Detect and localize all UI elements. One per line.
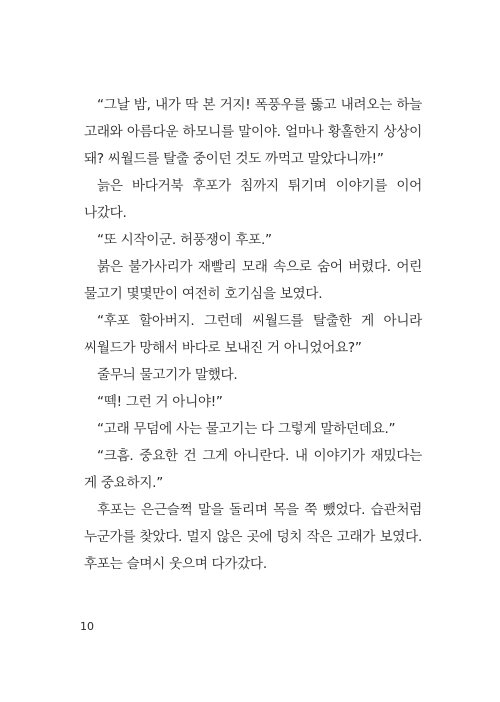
paragraph: “떽! 그런 거 아니야!” (97, 394, 223, 410)
paragraph: 늙은 바다거북 후포가 침까지 튀기며 이야기를 이어 나갔다. (84, 178, 422, 221)
body-text (84, 92, 422, 578)
paragraph: “또 시작이군. 허풍쟁이 후포.” (97, 232, 272, 248)
paragraph: “크흠. 중요한 건 그게 아니란다. 내 이야기가 재밌다는 게 중요하지.” (84, 448, 422, 491)
paragraph: “고래 무덤에 사는 물고기는 다 그렇게 말하던데요.” (97, 421, 396, 437)
paragraph: “후포 할아버지. 그런데 씨월드를 탈출한 게 아니라 씨월드가 망해서 바다로 보내진 거 아니었어요?” (84, 313, 422, 356)
paragraph: 붉은 불가사리가 재빨리 모래 속으로 숨어 버렸다. 어린 물고기 몇몇만이 여전히 호기심을 보였다. (84, 259, 422, 302)
paragraph: “그날 밤, 내가 딱 본 거지! 폭풍우를 뚫고 내려오는 하늘 고래와 아름다운 하모니를 말이야. 얼마나 황홀한지 상상이 돼? 씨월드를 탈출 중이던 것도 까먹고 말았다니까!” (84, 97, 422, 167)
paragraph: 후포는 은근슬쩍 말을 돌리며 목을 쭉 뺐었다. 습관처럼 누군가를 찾았다. 멀지 않은 곳에 덩치 작은 고래가 보였다. 후포는 슬며시 웃으며 다가갔다. (84, 502, 422, 572)
paragraph: 줄무늬 물고기가 말했다. (97, 367, 238, 383)
page-number: 10 (80, 620, 94, 633)
